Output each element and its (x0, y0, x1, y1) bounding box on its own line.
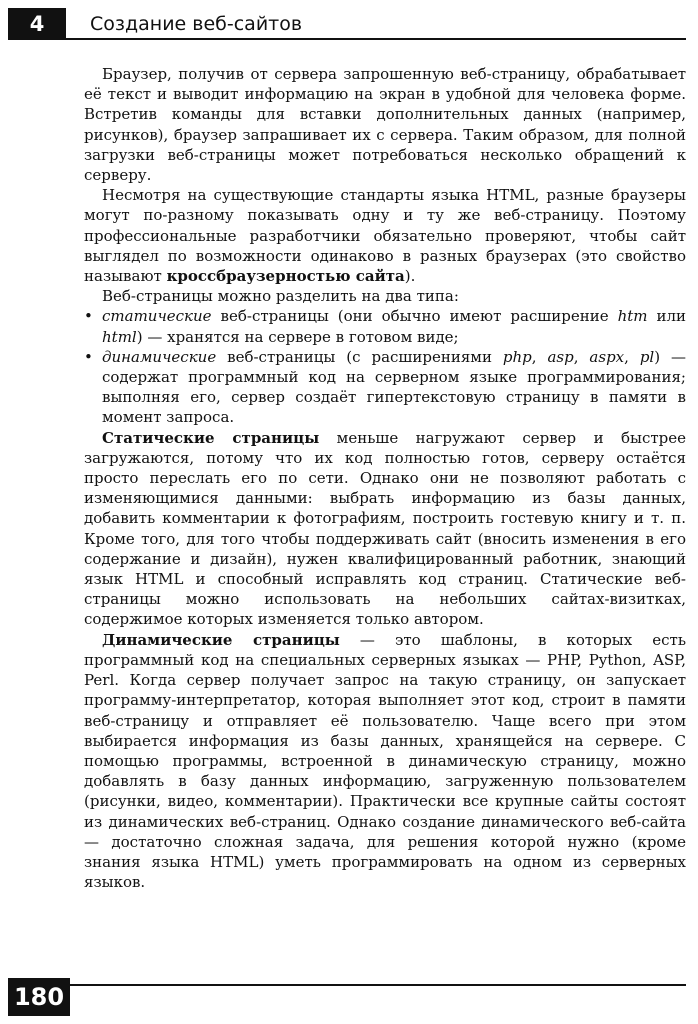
list-item-text: ) — содержат программный код на серверном языке программирования; выполняя его, сервер создаёт гипертекстовую страницу в памяти в момент запроса. (102, 347, 687, 427)
bullet-icon: • (84, 347, 93, 366)
list-item-text: веб-страницы (с расширениями (216, 347, 503, 366)
paragraph-text: — это шаблоны, в которых есть программный код на специальных серверных языках — PHP, Python, ASP, Perl. Когда сервер получает запрос на такую страницу, он запускает программу-интерпретатор, которая выполняет этот код, строит в памяти веб-страницу и отправляет её пользователю. Чаще всего при этом выбирается информация из базы данных, хранящейся на сервере. С помощью программы, встроенной в динамическую страницу, можно добавлять в базу данных информацию, загруженную пользователем (рисунки, видео, комментарии). Практически все крупные сайты состоят из динамических веб-страниц. Однако создание динамического веб-сайта — достаточно сложная задача, для решения которой нужно (кроме знания языка HTML) уметь программировать на одном из серверных языков. (84, 630, 686, 892)
term-cross-browser: кроссбраузерностью сайта (166, 267, 405, 286)
list-item-text: или (647, 307, 686, 326)
page-footer (8, 978, 686, 1016)
chapter-title: Создание веб-сайтов (90, 13, 303, 35)
paragraph-dynamic-pages (84, 630, 686, 893)
paragraph-browser-rendering: Браузер, получив от сервера запрошенную веб-страницу, обрабатывает её текст и выводит информацию на экран в удобной для человека форме. Встретив команды для вставки дополнительных данных (например, рисунков), браузер запрашивает их с сервера. Таким образом, для полной загрузки веб-страницы может потребоваться несколько обращений к серверу. (84, 65, 686, 185)
list-separator: , (624, 347, 640, 366)
page-body (84, 64, 686, 892)
paragraph-text: ). (404, 267, 416, 286)
extension-pl: pl (639, 347, 655, 366)
term-dynamic-pages: Динамические страницы (102, 630, 340, 649)
chapter-number-badge: 4 (8, 8, 66, 40)
paragraph-page-types: Веб-страницы можно разделить на два типа: (102, 287, 459, 306)
extension-php: php (502, 347, 532, 366)
list-separator: , (531, 347, 548, 366)
extension-html: html (102, 327, 137, 346)
term-static-pages: Статические страницы (102, 428, 320, 447)
paragraph-text: Несмотря на существующие стандарты языка HTML, разные браузеры могут по-разному показывать одну и ту же веб-страницу. Поэтому профессиональные разработчики обязательно проверяют, чтобы сайт выглядел по возможности одинаково в разных браузерах (это свойство называют (84, 186, 686, 286)
bullet-icon: • (84, 307, 93, 326)
term-dynamic: динамические (102, 347, 217, 366)
extension-aspx: aspx (589, 347, 625, 366)
page-number: 180 (8, 978, 70, 1016)
list-item-text: ) — хранятся на сервере в готовом виде; (136, 327, 459, 346)
page-header (8, 8, 686, 40)
list-item-dynamic (84, 347, 686, 428)
list-separator: , (573, 347, 590, 366)
paragraph-text: меньше нагружают сервер и быстрее загружаются, потому что их код полностью готов, серверу остаётся просто переслать его по сети. Однако они не позволяют работать с изменяющимися данными: выбрать информацию из базы данных, добавить комментарии к фотографиям, построить гостевую книгу и т. п. Кроме того, для того чтобы поддерживать сайт (вносить изменения в его содержание и дизайн), нужен квалифицированный работник, знающий язык HTML и способный исправлять код страниц. Статические веб-страницы можно использовать на небольших сайтах-визитках, содержимое которых изменяется только автором. (84, 428, 687, 629)
page-types-list (84, 306, 686, 427)
footer-divider (70, 984, 686, 986)
list-item-static (84, 306, 686, 346)
extension-asp: asp (547, 347, 574, 366)
paragraph-cross-browser (84, 185, 686, 286)
term-static: статические (102, 307, 212, 326)
paragraph-static-pages (84, 428, 686, 630)
header-divider (66, 38, 686, 40)
extension-htm: htm (617, 307, 648, 326)
list-item-text: веб-страницы (они обычно имеют расширение (211, 307, 618, 326)
